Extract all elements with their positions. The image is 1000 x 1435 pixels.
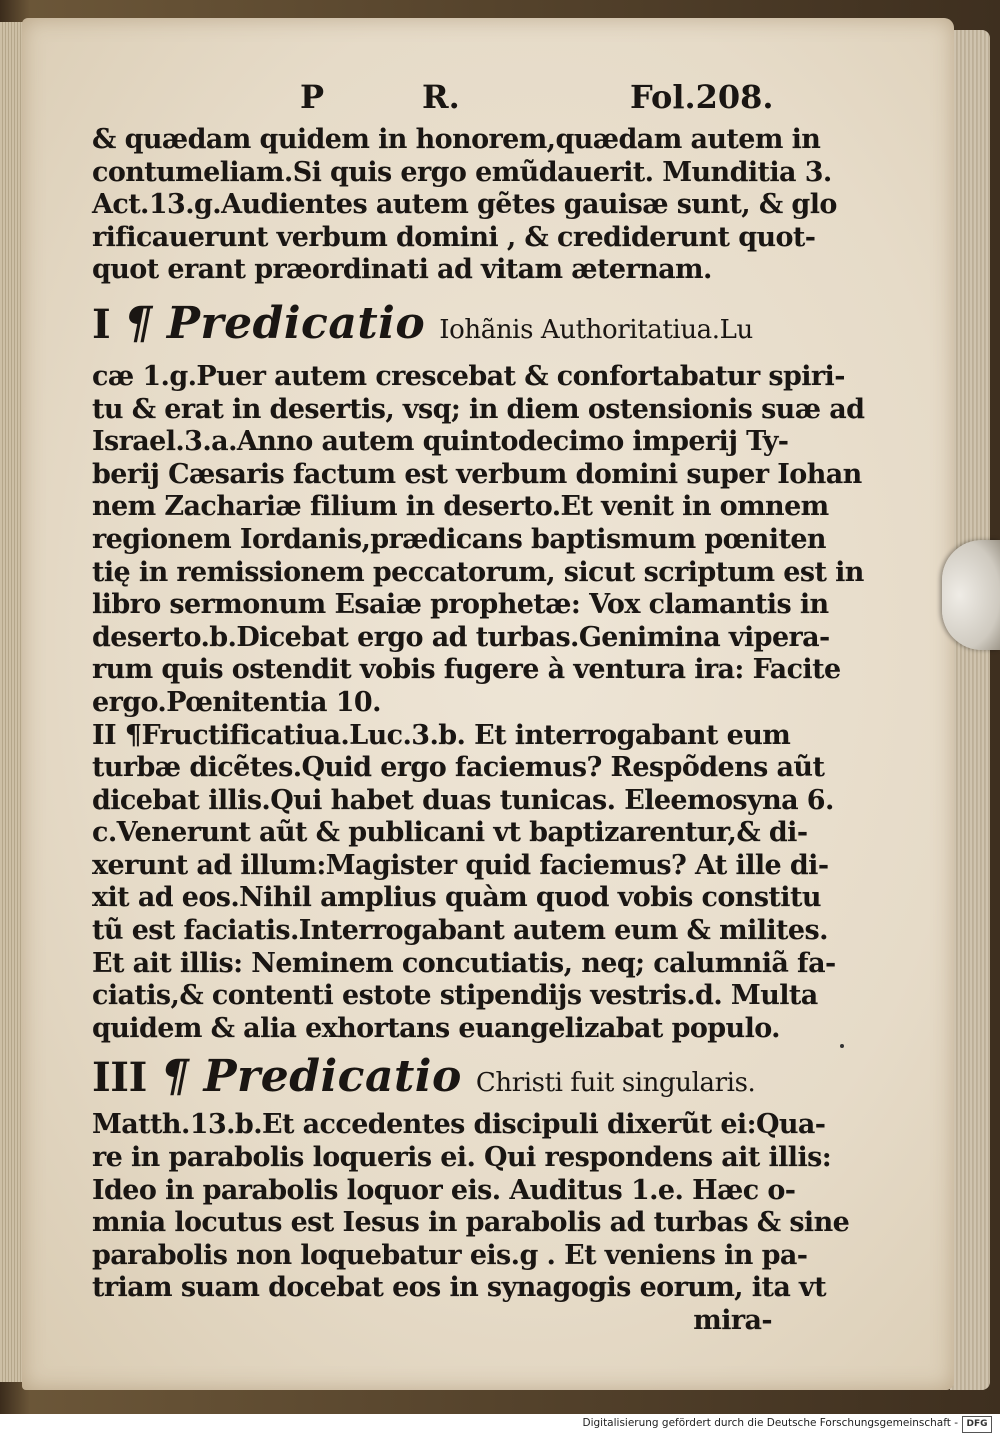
section-title: Predicatio xyxy=(203,1051,462,1103)
section-heading-rest: Christi fuit singularis. xyxy=(475,1068,756,1099)
text-line: contumeliam.Si quis ergo emũdauerit. Munditia 3. xyxy=(92,156,832,188)
header-center: R. xyxy=(422,78,460,116)
pilcrow-icon: ¶ xyxy=(160,1051,190,1103)
text-line: deserto.b.Dicebat ergo ad turbas.Genimina vipera- xyxy=(92,621,830,653)
text-line: xit ad eos.Nihil amplius quàm quod vobis constitu xyxy=(92,882,821,914)
section-heading-1 xyxy=(92,287,792,361)
text-line: re in parabolis loqueris ei. Qui respondens ait illis: xyxy=(92,1142,832,1174)
page-text xyxy=(92,78,865,1338)
page-clip xyxy=(942,540,1000,650)
text-line: quot erant præordinati ad vitam æternam. xyxy=(92,254,712,286)
text-line: & quædam quidem in honorem,quædam autem in xyxy=(92,124,821,155)
text-line: rificauerunt verbum domini , & crediderunt quot- xyxy=(92,221,816,253)
text-line: ergo.Pœnitentia 10. xyxy=(92,686,381,718)
text-line: Israel.3.a.Anno autem quintodecimo imperij Ty- xyxy=(92,426,789,458)
right-page-edges xyxy=(950,30,990,1390)
funding-credit: Digitalisierung gefördert durch die Deutsche Forschungsgemeinschaft - xyxy=(582,1417,958,1429)
running-header xyxy=(92,78,792,124)
text-line: regionem Iordanis,prædicans baptismum pœniten xyxy=(92,523,826,555)
text-line: tię in remissionem peccatorum, sicut scriptum est in xyxy=(92,556,864,588)
paragraph-block-1 xyxy=(92,124,837,287)
text-line: rum quis ostendit vobis fugere à ventura ira: Facite xyxy=(92,654,841,686)
section-heading-rest: Iohãnis Authoritatiua.Lu xyxy=(439,314,753,345)
text-line: nem Zachariæ filium in deserto.Et venit in omnem xyxy=(92,491,829,523)
paragraph-block-3 xyxy=(92,752,836,1045)
header-left: P xyxy=(300,78,325,116)
footer-bar xyxy=(0,1414,1000,1435)
text-line: cæ 1.g.Puer autem crescebat & confortabatur spiri- xyxy=(92,360,845,392)
text-line: triam suam docebat eos in synagogis eorum, ita vt xyxy=(92,1272,826,1304)
text-line: ciatis,& contenti estote stipendijs vestris.d. Multa xyxy=(92,980,818,1012)
text-line: c.Venerunt aũt & publicani vt baptizarentur,& di- xyxy=(92,817,808,849)
text-line: xerunt ad illum:Magister quid faciemus? At ille di- xyxy=(92,849,829,881)
section-number: III xyxy=(92,1054,147,1102)
text-line: libro sermonum Esaiæ prophetæ: Vox clamantis in xyxy=(92,589,829,621)
section-heading-3 xyxy=(92,1045,792,1109)
text-line: Matth.13.b.Et accedentes discipuli dixerũt ei:Qua- xyxy=(92,1109,826,1141)
dfg-logo-icon: DFG xyxy=(962,1416,992,1433)
text-line: tũ est faciatis.Interrogabant autem eum & milites. xyxy=(92,915,828,947)
text-line: mnia locutus est Iesus in parabolis ad turbas & sine xyxy=(92,1207,850,1239)
left-page-edge xyxy=(0,22,24,1382)
ink-speck xyxy=(840,1044,844,1048)
pilcrow-icon: ¶ xyxy=(124,297,153,349)
text-line: dicebat illis.Qui habet duas tunicas. Eleemosyna 6. xyxy=(92,784,834,816)
text-line: tu & erat in desertis, vsq; in diem ostensionis suæ ad xyxy=(92,393,865,425)
text-line: Ideo in parabolis loquor eis. Auditus 1.e. Hæc o- xyxy=(92,1174,796,1206)
paragraph-block-2 xyxy=(92,360,865,720)
paragraph-block-4 xyxy=(92,1109,850,1337)
section-number: I xyxy=(92,300,111,348)
catchword: mira- xyxy=(693,1305,772,1336)
text-line: berij Cæsaris factum est verbum domini super Iohan xyxy=(92,458,862,490)
text-line: parabolis non loquebatur eis.g . Et veniens in pa- xyxy=(92,1239,808,1271)
text-line: quidem & alia exhortans euangelizabat populo. xyxy=(92,1012,780,1044)
folio-number: Fol.208. xyxy=(630,78,774,116)
section-title: Predicatio xyxy=(166,297,426,349)
text-line: Act.13.g.Audientes autem gẽtes gauisæ sunt, & glo xyxy=(92,189,837,221)
section-heading-2: II ¶Fructificatiua.Luc.3.b. Et interrogabant eum xyxy=(92,719,791,751)
text-line: Et ait illis: Neminem concutiatis, neq; calumniã fa- xyxy=(92,947,836,979)
text-line: turbæ dicẽtes.Quid ergo faciemus? Respõdens aũt xyxy=(92,752,825,784)
